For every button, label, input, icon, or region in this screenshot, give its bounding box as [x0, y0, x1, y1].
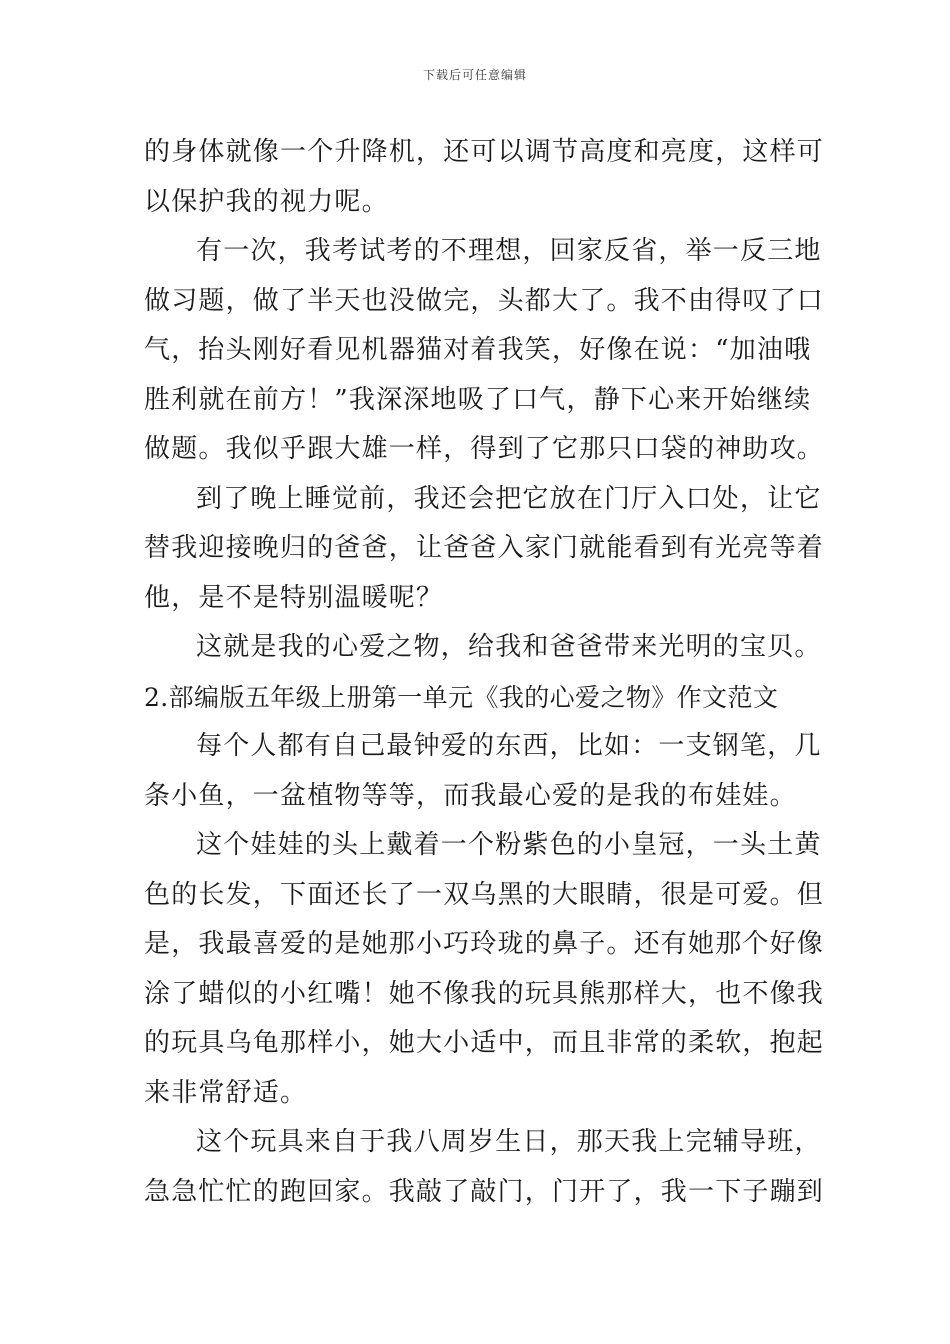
text-line: 涂了蜡似的小红嘴！她不像我的玩具熊那样大，也不像我 — [144, 978, 825, 1009]
paragraph-start-line: 有一次，我考试考的不理想，回家反省，举一反三地 — [196, 236, 822, 266]
text-line: 做题。我似乎跟大雄一样，得到了它那只口袋的神助攻。 — [144, 434, 825, 464]
paragraph-start-line: 这就是我的心爱之物，给我和爸爸带来光明的宝贝。 — [196, 632, 822, 662]
text-line: 的身体就像一个升降机，还可以调节高度和亮度，这样可 — [144, 137, 825, 167]
document-body — [144, 128, 825, 1217]
paragraph-start-line: 到了晚上睡觉前，我还会把它放在门厅入口处，让它 — [196, 483, 822, 514]
text-line: 是，我最喜爱的是她那小巧玲珑的鼻子。还有她那个好像 — [144, 929, 825, 959]
paragraph-start-line: 这个玩具来自于我八周岁生日，那天我上完辅导班， — [196, 1127, 822, 1157]
text-line: 急急忙忙的跑回家。我敲了敲门，门开了，我一下子蹦到 — [144, 1176, 825, 1207]
text-line: 他，是不是特别温暖呢？ — [144, 582, 444, 613]
text-line: 气，抬头刚好看见机器猫对着我笑，好像在说：“加油哦 — [144, 335, 812, 365]
text-line: 以保护我的视力呢。 — [144, 186, 389, 217]
page-header: 下载后可任意编辑 — [422, 68, 527, 82]
paragraph-start-line: 每个人都有自己最钟爱的东西，比如：一支钢笔，几 — [196, 731, 822, 761]
text-line: 替我迎接晚归的爸爸，让爸爸入家门就能看到有光亮等着 — [144, 533, 825, 563]
paragraph-start-line: 这个娃娃的头上戴着一个粉紫色的小皇冠，一头土黄 — [196, 830, 822, 860]
text-line: 做习题，做了半天也没做完，头都大了。我不由得叹了口 — [144, 285, 825, 316]
text-line: 的玩具乌龟那样小，她大小适中，而且非常的柔软，抱起 — [144, 1028, 825, 1058]
section-heading: 2.部编版五年级上册第一单元《我的心爱之物》作文范文 — [144, 682, 779, 712]
text-line: 色的长发，下面还长了一双乌黑的大眼睛，很是可爱。但 — [144, 879, 825, 910]
text-line: 条小鱼，一盆植物等等，而我最心爱的是我的布娃娃。 — [144, 780, 797, 811]
text-line: 来非常舒适。 — [144, 1077, 308, 1108]
text-line: 胜利就在前方！”我深深地吸了口气，静下心来开始继续 — [144, 384, 812, 415]
